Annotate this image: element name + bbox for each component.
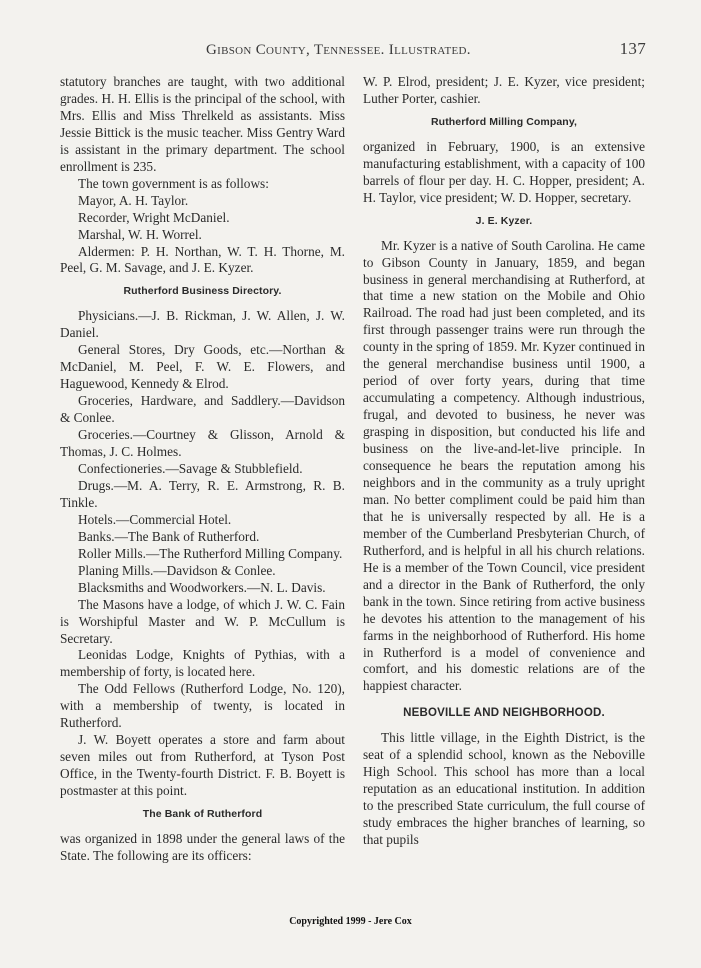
page-number: 137	[619, 39, 646, 58]
section-heading: The Bank of Rutherford	[142, 808, 263, 821]
paragraph: Marshal, W. H. Worrel.	[78, 226, 202, 242]
paragraph: W. P. Elrod, president; J. E. Kyzer, vice president; Luther Porter, cashier.	[363, 74, 645, 106]
paragraph: was organized in 1898 under the general laws of the State. The following are its officers:	[60, 830, 345, 863]
left-column	[60, 74, 345, 865]
paragraph: The town government is as follows:	[78, 175, 269, 191]
directory-entry: Roller Mills.—The Rutherford Milling Company.	[78, 545, 343, 561]
paragraph: Recorder, Wright McDaniel.	[78, 209, 230, 225]
section-heading: J. E. Kyzer.	[475, 214, 533, 227]
directory-entry: Drugs.—M. A. Terry, R. E. Armstrong, R. B. Tinkle.	[60, 477, 345, 510]
paragraph: statutory branches are taught, with two additional grades. H. H. Ellis is the principal of the school, with Mrs. Ellis and Miss Threlkeld as assistants. Miss Jessie Bittick is the music teacher. Miss Gentry Ward is assistant in the primary department. The school enrollment is 235.	[60, 74, 345, 174]
running-head	[206, 39, 646, 59]
directory-entry: Planing Mills.—Davidson & Conlee.	[78, 562, 276, 578]
paragraph: The Masons have a lodge, of which J. W. C. Fain is Worshipful Master and W. P. McCullum is Secretary.	[60, 596, 345, 646]
paragraph: Leonidas Lodge, Knights of Pythias, with a membership of forty, is located here.	[60, 647, 345, 680]
directory-entry: General Stores, Dry Goods, etc.—Northan & McDaniel, M. Peel, F. W. E. Flowers, and Haguewood, Kennedy & Elrod.	[60, 342, 345, 392]
section-heading: Rutherford Milling Company,	[431, 115, 577, 128]
copyright-footer: Copyrighted 1999 - Jere Cox	[289, 916, 412, 927]
running-head-title: Gibson County, Tennessee. Illustrated.	[206, 42, 471, 58]
paragraph: J. W. Boyett operates a store and farm about seven miles out from Rutherford, at Tyson Post Office, in the Twenty-fourth District. F. B. Boyett is postmaster at this point.	[60, 732, 345, 799]
directory-entry: Physicians.—J. B. Rickman, J. W. Allen, J. W. Daniel.	[60, 308, 345, 341]
paragraph: organized in February, 1900, is an extensive manufacturing establishment, with a capacity of 100 barrels of flour per day. H. C. Hopper, president; A. H. Taylor, vice president; W. D. Hopper, secretary.	[363, 138, 645, 205]
section-heading: Rutherford Business Directory.	[123, 285, 282, 298]
directory-entry: Confectioneries.—Savage & Stubblefield.	[78, 460, 303, 476]
directory-entry: Hotels.—Commercial Hotel.	[78, 511, 232, 527]
directory-entry: Groceries, Hardware, and Saddlery.—Davidson & Conlee.	[60, 393, 345, 426]
directory-entry: Blacksmiths and Woodworkers.—N. L. Davis.	[78, 579, 326, 595]
paragraph: Mr. Kyzer is a native of South Carolina. He came to Gibson County in January, 1859, and began business in general merchandising at Rutherford, at that time a new station on the Mobile and Ohio Railroad. The road had just been completed, and its first through passenger trains were run through the county in the spring of 1859. Mr. Kyzer continued in the general merchandise business until 1900, a period of over forty years, during that time accumulating a competency. Although industrious, frugal, and devoted to business, he never was grasping in disposition, but conducted his life and business on the live-and-let-live principle. In consequence he bears the reputation among his neighbors and in the community as a truly upright man. No better compliment could be paid him than that he is universally respected by all. He is a member of the Cumberland Presbyterian Church, of Rutherford, and is helpful in all his church relations. He is a member of the Town Council, vice president and a director in the Bank of Rutherford, the only bank in the town. Since retiring from active business he devotes his attention to the management of his farms in the neighborhood of Rutherford. His home in Rutherford is a model of convenience and comfort, and his domestic relations are of the happiest character.	[363, 237, 645, 694]
paragraph: Aldermen: P. H. Northan, W. T. H. Thorne, M. Peel, G. M. Savage, and J. E. Kyzer.	[60, 243, 345, 276]
section-heading: NEBOVILLE AND NEIGHBORHOOD.	[403, 707, 605, 720]
paragraph: Mayor, A. H. Taylor.	[78, 192, 189, 208]
directory-entry: Banks.—The Bank of Rutherford.	[78, 528, 260, 544]
paragraph: The Odd Fellows (Rutherford Lodge, No. 120), with a membership of twenty, is located in Rutherford.	[60, 681, 345, 731]
right-column	[363, 74, 645, 849]
directory-entry: Groceries.—Courtney & Glisson, Arnold & Thomas, J. C. Holmes.	[60, 427, 345, 460]
paragraph: This little village, in the Eighth District, is the seat of a splendid school, known as the Neboville High School. This school has more than a local reputation as an educational institution. In addition to the prescribed State curriculum, the full course of study embraces the higher branches of learning, so that pupils	[363, 730, 645, 848]
